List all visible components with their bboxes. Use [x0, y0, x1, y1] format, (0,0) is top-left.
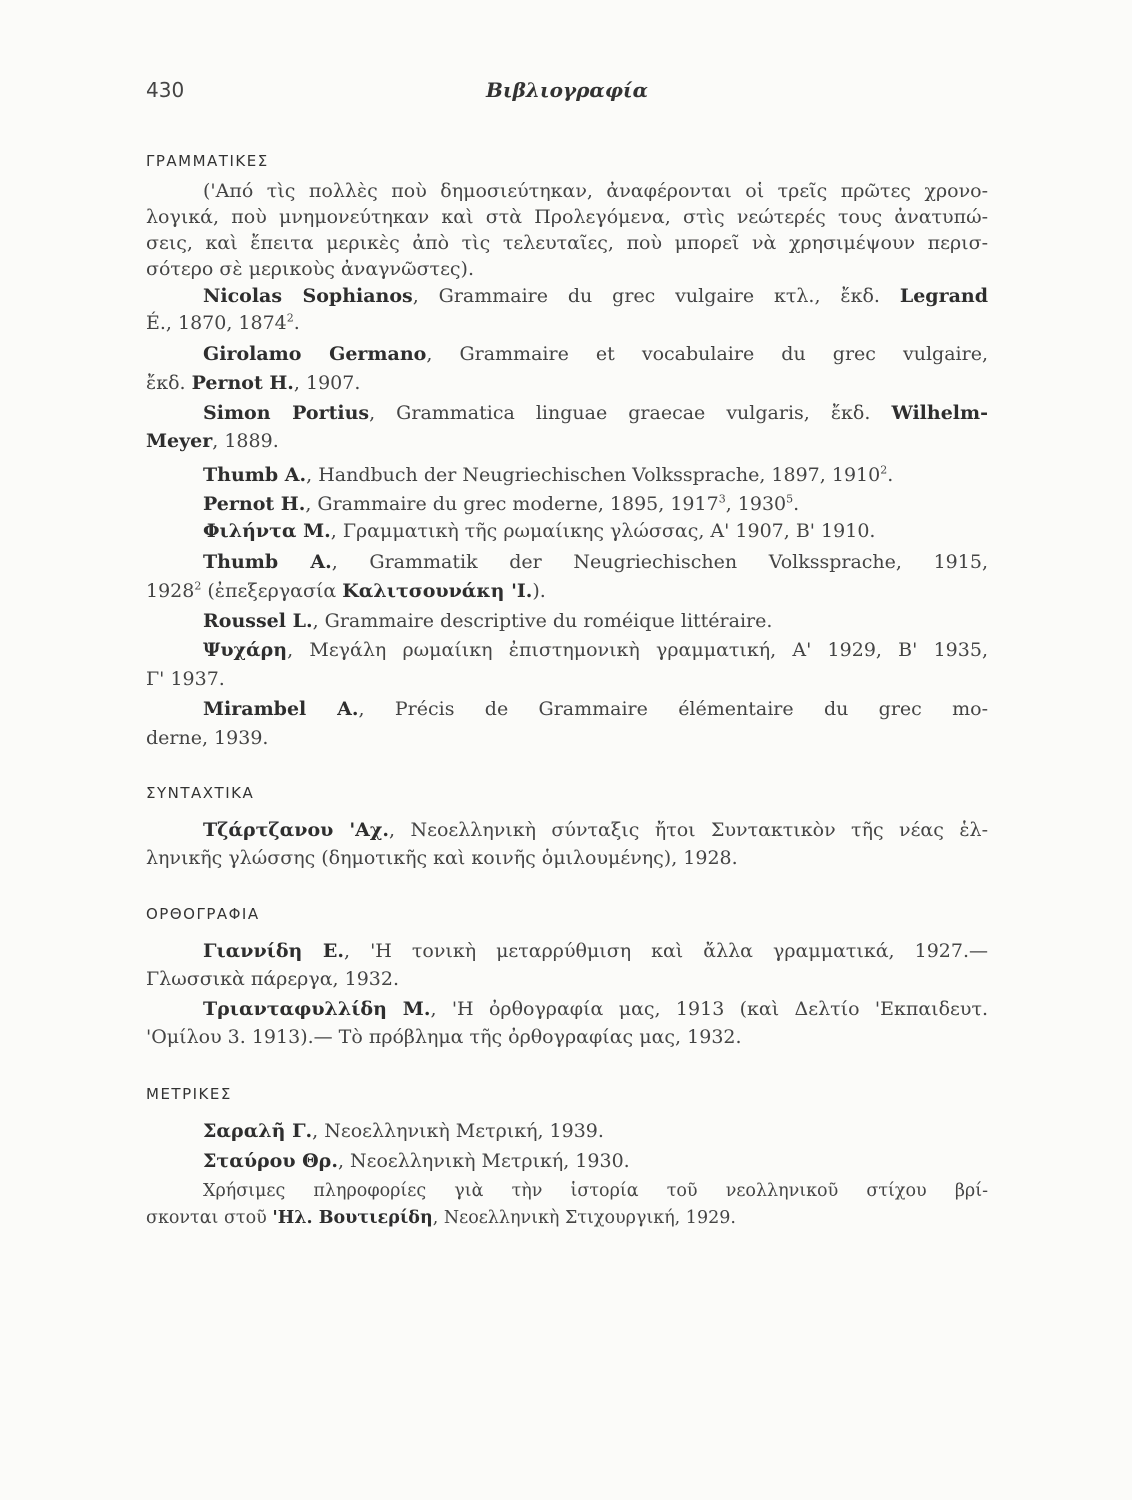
entry-editor: Legrand — [899, 285, 988, 307]
entry-editor: Wilhelm- — [891, 402, 988, 424]
note-line: Χρήσιμες πληροφορίες γιὰ τὴν ἱστορία τοῦ νεολληνικοῦ στίχου βρί- — [203, 1181, 988, 1201]
entry-author: Girolamo Germano — [203, 343, 427, 365]
entry-text: , 1930 — [725, 493, 787, 515]
intro-line: λογικά, ποὺ μνημονεύτηκαν καὶ στὰ Προλεγόμενα, στὶς νεώτερές τους ἀνατυπώ- — [146, 206, 988, 228]
entry-author: Roussel L. — [203, 610, 313, 632]
entry-text: , Grammaire du grec vulgaire κτλ., ἔκδ. — [412, 285, 900, 307]
section-title-grammars: ΓΡΑΜΜΑΤΙΚΕΣ — [146, 152, 269, 170]
edition-sup: 2 — [286, 311, 294, 325]
entry-author: Σταύρου Θρ. — [203, 1150, 338, 1172]
section-title-syntax: ΣΥΝΤΑΧΤΙΚΑ — [146, 784, 255, 802]
entry-end: , 1907. — [293, 372, 361, 394]
note-text: σκονται στοῦ — [146, 1208, 273, 1228]
entry-text: , Grammaire du grec moderne, 1895, 1917 — [305, 493, 719, 515]
intro-line: σεις, καὶ ἔπειτα μερικὲς ἀπὸ τὶς τελευταῖες, ποὺ μπορεῖ νὰ χρησιμέψουν περισ- — [146, 232, 988, 254]
edition-sup: 5 — [786, 492, 794, 506]
bib-entry — [203, 996, 988, 1022]
bib-entry — [203, 549, 988, 575]
entry-cont: Γ' 1937. — [146, 668, 225, 690]
bib-entry — [203, 1118, 988, 1144]
bib-entry — [203, 1148, 988, 1174]
bib-entry — [203, 817, 988, 843]
section-title-orthography: ΟΡΘΟΓΡΑΦΙΑ — [146, 905, 260, 923]
entry-text: , Grammatik der Neugriechischen Volkssprache, 1915, — [331, 551, 988, 573]
entry-text: , Μεγάλη ρωμαίικη ἐπιστημονικὴ γραμματική, Α' 1929, Β' 1935, — [287, 639, 988, 661]
entry-text: , Handbuch der Neugriechischen Volkssprache, 1897, 1910 — [306, 464, 881, 486]
entry-text: , Grammaire descriptive du roméique littéraire. — [312, 610, 773, 632]
entry-author: 'Ηλ. Βουτιερίδη — [272, 1208, 433, 1228]
entry-text: , 'Η τονικὴ μεταρρύθμιση καὶ ἄλλα γραμματικά, 1927.— — [344, 940, 988, 962]
bib-entry-cont — [146, 370, 988, 396]
entry-end: , 1889. — [212, 430, 279, 452]
entry-end: . — [293, 312, 300, 334]
entry-editor: Pernot H. — [191, 372, 294, 394]
entry-author: Pernot H. — [203, 493, 306, 515]
note-text: , Νεοελληνικὴ Στιχουργική, 1929. — [432, 1208, 736, 1228]
entry-cont: Γλωσσικὰ πάρεργα, 1932. — [146, 968, 400, 990]
entry-author: Thumb A. — [203, 551, 332, 573]
intro-line: σότερο σὲ μερικοὺς ἀναγνῶστες). — [146, 258, 475, 280]
entry-text: , Grammatica linguae graecae vulgaris, ἔκδ. — [369, 402, 892, 424]
entry-cont: ληνικῆς γλώσσης (δημοτικῆς καὶ κοινῆς ὁμιλουμένης), 1928. — [146, 847, 738, 869]
entry-author: Τζάρτζανου 'Αχ. — [203, 819, 390, 841]
entry-text: , Νεοελληνικὴ Μετρική, 1939. — [312, 1120, 604, 1142]
page-number: 430 — [146, 78, 185, 102]
entry-author: Simon Portius — [203, 402, 370, 424]
entry-cont: É., 1870, 1874 — [146, 312, 287, 334]
edition-sup: 2 — [880, 463, 888, 477]
bib-entry-cont — [146, 725, 988, 751]
entry-author: Φιλήντα Μ. — [203, 520, 331, 542]
entry-text: , Précis de Grammaire élémentaire du grec mo- — [358, 698, 988, 720]
intro-line: ('Από τὶς πολλὲς ποὺ δημοσιεύτηκαν, ἀναφέρονται οἱ τρεῖς πρῶτες χρονο- — [203, 180, 988, 202]
entry-text: , Γραμματικὴ τῆς ρωμαίικης γλώσσας, Α' 1907, Β' 1910. — [330, 520, 876, 542]
bib-entry — [203, 637, 988, 663]
edition-sup: 2 — [194, 579, 202, 593]
entry-cont: 'Ομίλου 3. 1913).— Τὸ πρόβλημα τῆς ὀρθογραφίας μας, 1932. — [146, 1026, 742, 1048]
bib-entry — [203, 283, 988, 309]
bib-entry — [203, 462, 988, 488]
entry-end: . — [887, 464, 894, 486]
bib-entry — [203, 696, 988, 722]
entry-text: , Grammaire et vocabulaire du grec vulgaire, — [426, 343, 988, 365]
entry-author: Τριανταφυλλίδη Μ. — [203, 998, 431, 1020]
bib-entry — [203, 938, 988, 964]
bib-entry — [203, 491, 988, 517]
entry-author: Mirambel A. — [203, 698, 359, 720]
entry-end: ). — [532, 580, 546, 602]
bib-entry-cont — [146, 578, 988, 604]
bib-entry — [203, 400, 988, 426]
entry-author: Γιαννίδη Ε. — [203, 940, 345, 962]
entry-cont: (ἐπεξεργασία — [201, 580, 343, 602]
bib-entry-cont — [146, 310, 988, 336]
bib-entry-cont — [146, 666, 988, 692]
edition-sup: 3 — [718, 492, 726, 506]
running-head: Βιβλιογραφία — [486, 78, 648, 102]
page-header — [146, 78, 988, 108]
entry-end: . — [793, 493, 800, 515]
section-title-metrics: ΜΕΤΡΙΚΕΣ — [146, 1085, 232, 1103]
bib-entry-cont — [146, 845, 988, 871]
entry-cont: 1928 — [146, 580, 195, 602]
entry-editor: Meyer — [146, 430, 213, 452]
entry-text: , 'Η ὀρθογραφία μας, 1913 (καὶ Δελτίο 'Εκπαιδευτ. — [430, 998, 988, 1020]
bib-entry — [203, 608, 988, 634]
entry-text: , Νεοελληνικὴ Μετρική, 1930. — [337, 1150, 630, 1172]
entry-author: Thumb A. — [203, 464, 307, 486]
bib-entry — [203, 341, 988, 367]
entry-editor: Καλιτσουνάκη 'Ι. — [342, 580, 533, 602]
entry-cont: derne, 1939. — [146, 727, 269, 749]
entry-author: Nicolas Sophianos — [203, 285, 413, 307]
entry-author: Σαραλῆ Γ. — [203, 1120, 313, 1142]
bib-entry-cont — [146, 1024, 988, 1050]
entry-text: , Νεοελληνικὴ σύνταξις ἤτοι Συντακτικὸν τῆς νέας ἑλ- — [389, 819, 988, 841]
bib-entry-cont — [146, 428, 988, 454]
note-line — [146, 1205, 988, 1231]
bib-entry — [203, 518, 988, 544]
bib-entry-cont — [146, 966, 988, 992]
entry-cont: ἔκδ. — [146, 372, 192, 394]
entry-author: Ψυχάρη — [203, 639, 288, 661]
